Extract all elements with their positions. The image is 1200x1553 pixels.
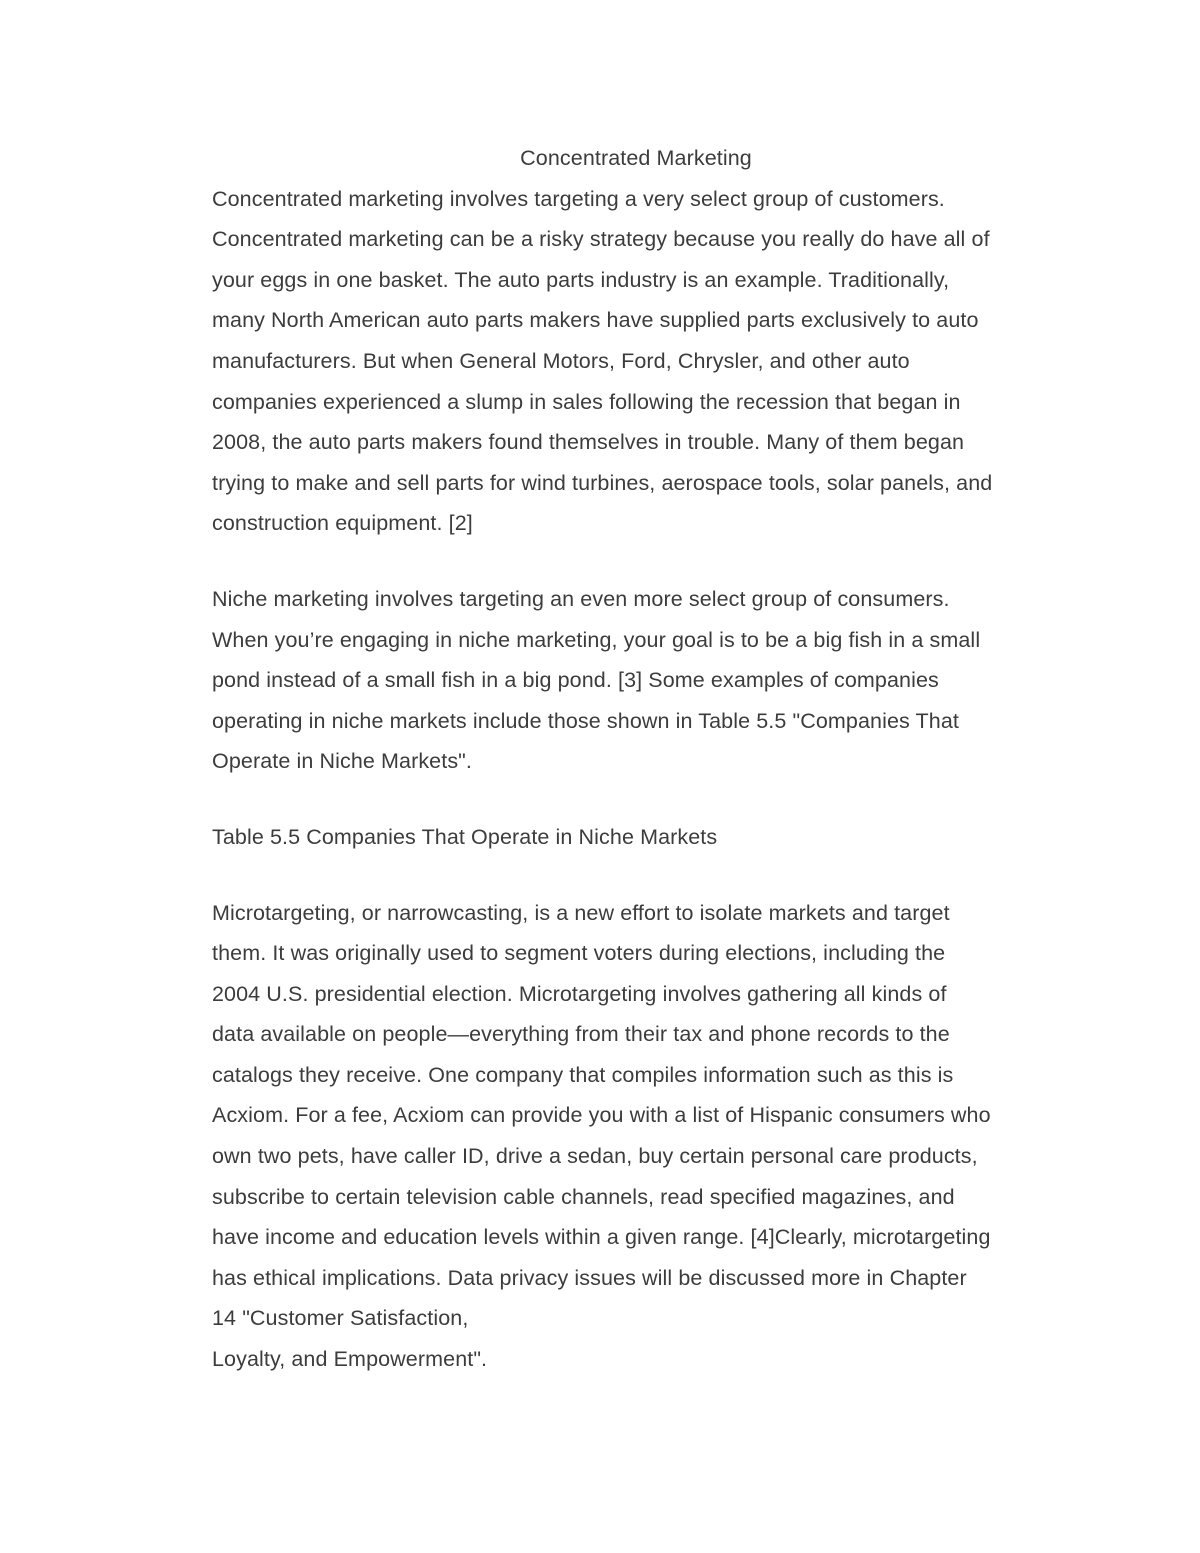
text-line: Concentrated marketing involves targeting a very select group of customers.: [212, 186, 945, 211]
paragraph-spacer: [212, 544, 1072, 579]
text-line: manufacturers. But when General Motors, Ford, Chrysler, and other auto: [212, 348, 910, 373]
text-line: 2008, the auto parts makers found themselves in trouble. Many of them began: [212, 430, 965, 455]
paragraph-spacer: [212, 782, 1072, 817]
text-line: operating in niche markets include those shown in Table 5.5 "Companies That: [212, 708, 959, 733]
document-body: [212, 138, 1072, 1380]
text-line: many North American auto parts makers have supplied parts exclusively to auto: [212, 308, 979, 333]
page-title: Concentrated Marketing: [520, 146, 752, 170]
text-line: own two pets, have caller ID, drive a sedan, buy certain personal care products,: [212, 1144, 978, 1169]
paragraph-microtargeting: [212, 893, 1072, 1380]
text-line: subscribe to certain television cable channels, read specified magazines, and: [212, 1184, 955, 1209]
text-line: catalogs they receive. One company that compiles information such as this is: [212, 1062, 954, 1087]
text-line: have income and education levels within a given range. [4]Clearly, microtargeting: [212, 1225, 991, 1250]
text-line: construction equipment. [2]: [212, 511, 473, 536]
text-line: 2004 U.S. presidential election. Microtargeting involves gathering all kinds of: [212, 981, 947, 1006]
paragraph-concentrated-marketing: [212, 179, 1072, 544]
text-line: Acxiom. For a fee, Acxiom can provide you with a list of Hispanic consumers who: [212, 1103, 991, 1128]
text-line: data available on people—everything from their tax and phone records to the: [212, 1022, 950, 1047]
text-line: Loyalty, and Empowerment".: [212, 1347, 488, 1372]
text-line: When you’re engaging in niche marketing, your goal is to be a big fish in a small: [212, 627, 981, 652]
text-line: pond instead of a small fish in a big pond. [3] Some examples of companies: [212, 668, 939, 693]
text-line: Table 5.5 Companies That Operate in Niche Markets: [212, 824, 718, 849]
text-line: 14 "Customer Satisfaction,: [212, 1306, 469, 1331]
paragraph-niche-marketing: [212, 579, 1072, 782]
paragraph-spacer: [212, 858, 1072, 893]
text-line: companies experienced a slump in sales following the recession that began in: [212, 389, 961, 414]
text-line: them. It was originally used to segment voters during elections, including the: [212, 941, 946, 966]
text-line: trying to make and sell parts for wind turbines, aerospace tools, solar panels, and: [212, 470, 993, 495]
table-caption: [212, 817, 1072, 858]
text-line: Operate in Niche Markets".: [212, 749, 472, 774]
text-line: Niche marketing involves targeting an even more select group of consumers.: [212, 586, 950, 611]
text-line: Concentrated marketing can be a risky strategy because you really do have all of: [212, 227, 990, 252]
text-line: your eggs in one basket. The auto parts industry is an example. Traditionally,: [212, 267, 950, 292]
text-line: has ethical implications. Data privacy issues will be discussed more in Chapter: [212, 1265, 967, 1290]
text-line: Microtargeting, or narrowcasting, is a new effort to isolate markets and target: [212, 900, 950, 925]
